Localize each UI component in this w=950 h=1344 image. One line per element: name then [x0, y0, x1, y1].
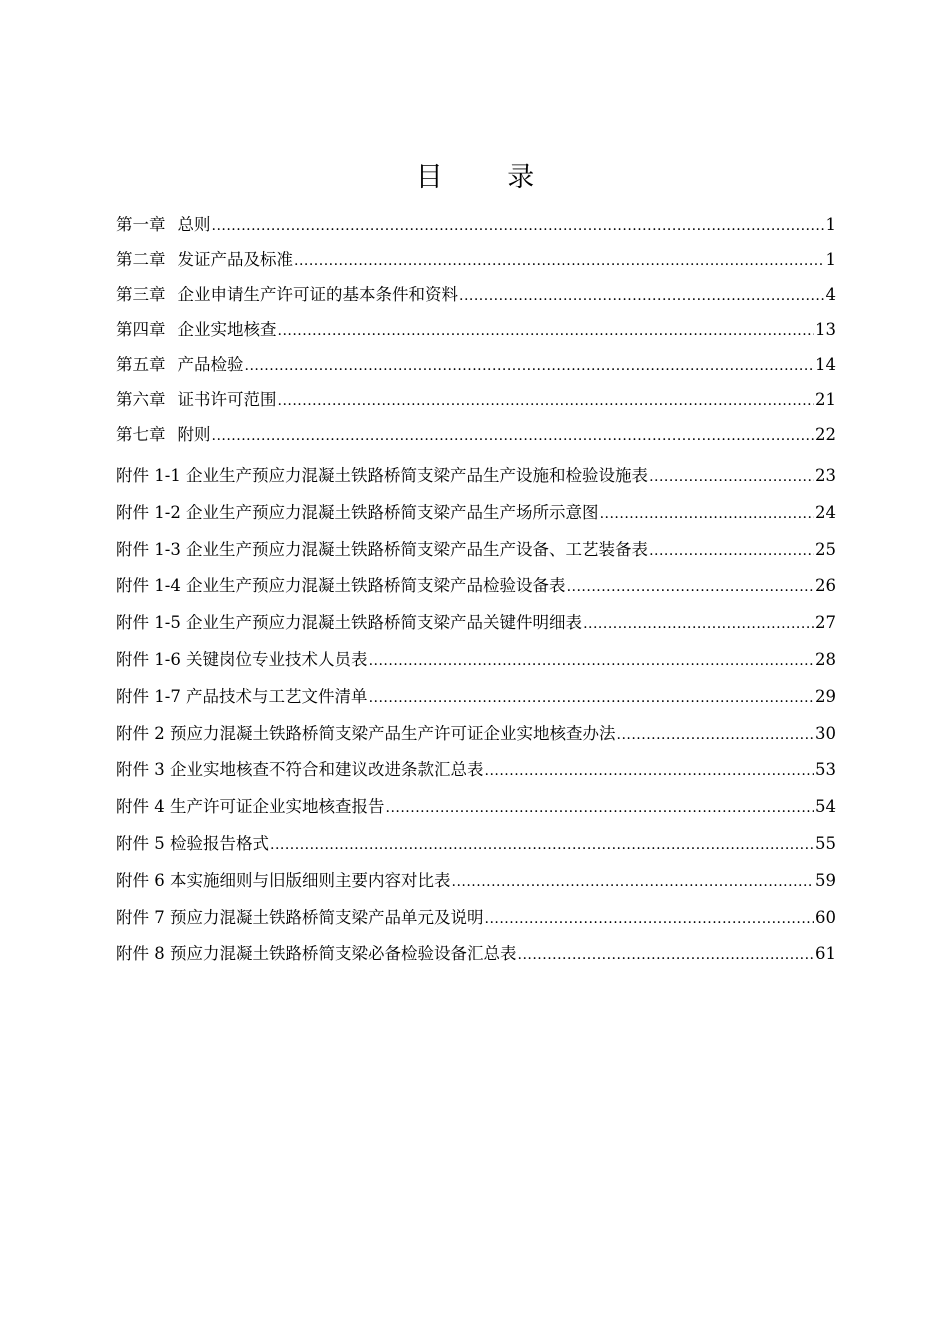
toc-entry-appendix[interactable] — [116, 458, 836, 495]
page-number: 21 — [815, 390, 836, 409]
appendix-title: 附件 1-3 企业生产预应力混凝土铁路桥简支梁产品生产设备、工艺装备表 — [116, 539, 649, 559]
chapter-number: 第三章 — [116, 285, 166, 304]
page-number: 1 — [825, 250, 836, 269]
dot-leader — [212, 419, 815, 454]
page-number: 26 — [815, 576, 836, 596]
toc-label — [116, 312, 277, 347]
page-number: 61 — [815, 944, 836, 964]
appendix-title: 附件 6 本实施细则与旧版细则主要内容对比表 — [116, 870, 451, 890]
chapter-number: 第四章 — [116, 320, 166, 339]
chapter-number: 第五章 — [116, 355, 166, 374]
dot-leader — [452, 864, 815, 901]
toc-entry-appendix[interactable] — [116, 826, 836, 863]
page-number: 4 — [825, 285, 836, 304]
toc-title: 目 录 — [415, 162, 563, 193]
toc-label — [116, 242, 293, 277]
dot-leader — [485, 753, 815, 790]
appendix-title: 附件 1-6 关键岗位专业技术人员表 — [116, 649, 368, 669]
toc-entry-appendix[interactable] — [116, 568, 836, 605]
appendix-title: 附件 3 企业实地核查不符合和建议改进条款汇总表 — [116, 760, 484, 780]
page-number: 13 — [815, 320, 836, 339]
chapter-title: 产品检验 — [177, 355, 244, 374]
page-number: 23 — [815, 466, 836, 485]
dot-leader — [518, 937, 815, 974]
toc-entry-appendix[interactable] — [116, 716, 836, 753]
dot-leader — [369, 680, 814, 717]
toc-entry-appendix[interactable] — [116, 642, 836, 679]
appendix-title: 附件 2 预应力混凝土铁路桥简支梁产品生产许可证企业实地核查办法 — [116, 723, 616, 743]
toc-entry-appendix[interactable] — [116, 532, 836, 569]
page-number: 25 — [815, 539, 836, 559]
page-number: 28 — [815, 649, 836, 669]
dot-leader — [270, 827, 814, 864]
toc-entry-appendix[interactable] — [116, 789, 836, 826]
toc-entry-appendix[interactable] — [116, 863, 836, 900]
page-number: 14 — [815, 355, 836, 374]
dot-leader — [649, 533, 814, 570]
appendix-title: 附件 1-1 企业生产预应力混凝土铁路桥简支梁产品生产设施和检验设施表 — [116, 466, 649, 485]
toc-entry-chapter[interactable] — [116, 417, 836, 452]
chapter-title: 附则 — [177, 425, 211, 444]
toc-entry-chapter[interactable] — [116, 207, 836, 242]
page-number: 27 — [815, 613, 836, 633]
appendix-title: 附件 4 生产许可证企业实地核查报告 — [116, 797, 385, 817]
toc-entry-chapter[interactable] — [116, 312, 836, 347]
toc-label — [116, 382, 277, 417]
toc-label — [116, 347, 244, 382]
dot-leader — [600, 496, 814, 533]
chapter-list — [116, 207, 836, 452]
appendix-title: 附件 1-2 企业生产预应力混凝土铁路桥简支梁产品生产场所示意图 — [116, 502, 599, 522]
toc-entry-appendix[interactable] — [116, 495, 836, 532]
toc-entry-chapter[interactable] — [116, 382, 836, 417]
toc-label — [116, 277, 458, 312]
page-number: 54 — [815, 797, 836, 817]
dot-leader — [485, 901, 815, 938]
chapter-number: 第六章 — [116, 390, 166, 409]
chapter-title: 发证产品及标准 — [177, 250, 293, 269]
page-number: 22 — [815, 425, 836, 444]
toc-label — [116, 417, 211, 452]
dot-leader — [617, 717, 815, 754]
appendix-title: 附件 1-5 企业生产预应力混凝土铁路桥简支梁产品关键件明细表 — [116, 613, 583, 633]
chapter-title: 总则 — [177, 215, 211, 234]
dot-leader — [649, 459, 814, 496]
chapter-number: 第七章 — [116, 425, 166, 444]
chapter-number: 第二章 — [116, 250, 166, 269]
dot-leader — [386, 790, 815, 827]
page-number: 24 — [815, 502, 836, 522]
chapter-number: 第一章 — [116, 215, 166, 234]
toc-label — [116, 207, 211, 242]
dot-leader — [567, 569, 814, 606]
toc-entry-appendix[interactable] — [116, 752, 836, 789]
appendix-title: 附件 1-4 企业生产预应力混凝土铁路桥简支梁产品检验设备表 — [116, 576, 566, 596]
toc-entry-chapter[interactable] — [116, 242, 836, 277]
appendix-title: 附件 5 检验报告格式 — [116, 833, 269, 853]
chapter-title: 企业申请生产许可证的基本条件和资料 — [177, 285, 458, 304]
page-number: 60 — [815, 907, 836, 927]
dot-leader — [583, 606, 814, 643]
page-number: 59 — [815, 870, 836, 890]
page-number: 30 — [815, 723, 836, 743]
toc-entry-chapter[interactable] — [116, 277, 836, 312]
appendix-title: 附件 7 预应力混凝土铁路桥简支梁产品单元及说明 — [116, 907, 484, 927]
appendix-list — [116, 458, 836, 973]
chapter-title: 证书许可范围 — [177, 390, 277, 409]
dot-leader — [245, 349, 815, 384]
page-number: 55 — [815, 833, 836, 853]
toc-entry-chapter[interactable] — [116, 347, 836, 382]
chapter-title: 企业实地核查 — [177, 320, 277, 339]
dot-leader — [459, 279, 825, 314]
dot-leader — [212, 209, 825, 244]
toc-entry-appendix[interactable] — [116, 679, 836, 716]
dot-leader — [278, 314, 815, 349]
page-number: 53 — [815, 760, 836, 780]
dot-leader — [294, 244, 825, 279]
dot-leader — [278, 384, 815, 419]
page-number: 1 — [825, 215, 836, 234]
appendix-title: 附件 1-7 产品技术与工艺文件清单 — [116, 686, 368, 706]
toc-entry-appendix[interactable] — [116, 900, 836, 937]
page-number: 29 — [815, 686, 836, 706]
appendix-title: 附件 8 预应力混凝土铁路桥简支梁必备检验设备汇总表 — [116, 944, 517, 964]
toc-entry-appendix[interactable] — [116, 936, 836, 973]
toc-entry-appendix[interactable] — [116, 605, 836, 642]
dot-leader — [369, 643, 814, 680]
